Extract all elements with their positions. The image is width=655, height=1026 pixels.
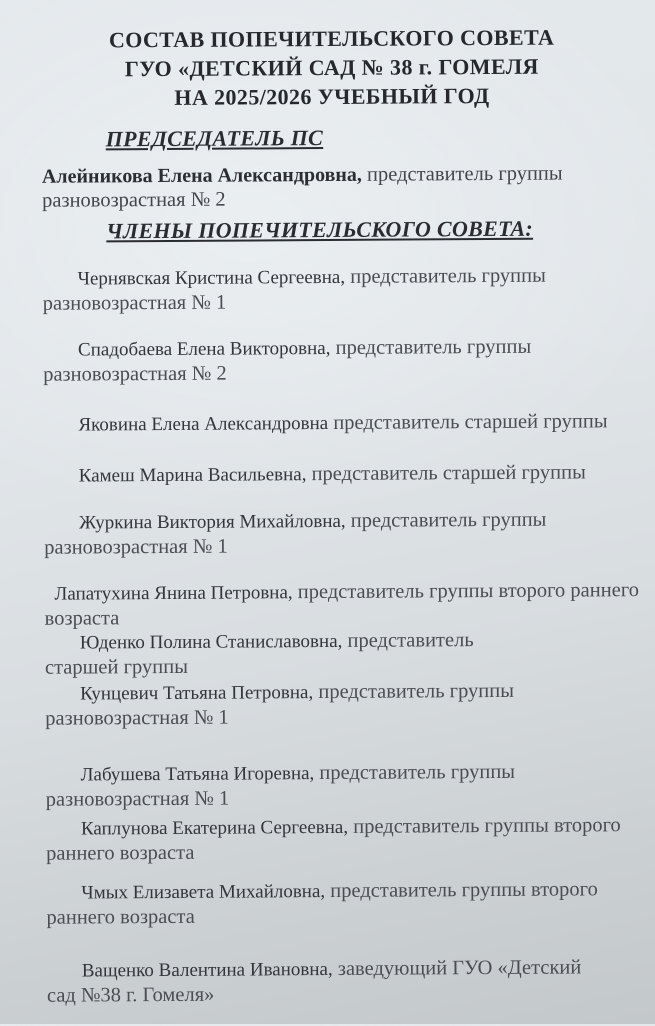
member-name: Камеш Марина Васильевна, [78,464,307,487]
member-entry [43,409,639,438]
title-line-2: ГУО «ДЕТСКИЙ САД № 38 г. ГОМЕЛЯ [124,53,539,82]
member-name: Яковина Елена Александровна [78,412,329,436]
member-role: представитель группы разновозрастная № 1 [44,508,547,559]
member-name: Чернявская Кристина Сергеевна, [77,266,346,290]
member-role: представитель группы второго раннего возраста [44,579,640,630]
member-entry [45,628,550,680]
member-entry [44,578,640,631]
chairman-role: представитель группы разновозрастная № 2 [42,162,563,212]
member-entry [44,507,640,560]
member-role: заведующий ГУО «Детский сад №38 г. Гомеля» [46,956,582,1007]
member-name: Чмых Елизавета Михайловна, [81,881,326,904]
member-role: представитель группы разновозрастная № 1 [45,679,515,730]
member-entry [46,877,642,930]
member-role: представитель группы разновозрастная № 1 [45,760,516,811]
chairman-heading: ПРЕДСЕДАТЕЛЬ ПС [105,125,324,152]
member-entry [43,334,639,387]
member-name: Ващенко Валентина Ивановна, [81,958,333,982]
member-role: представитель группы разновозрастная № 2 [43,335,532,386]
member-role: представитель группы второго раннего возраста [46,814,621,865]
title-line-1: СОСТАВ ПОПЕЧИТЕЛЬСКОГО СОВЕТА [108,24,555,53]
chairman-name: Алейникова Елена Александровна, [41,163,362,188]
member-role: представитель старшей группы [311,461,586,486]
member-role: представитель группы разновозрастная № 1 [42,264,546,315]
member-name: Спадобаева Елена Викторовна, [77,337,331,361]
chairman-entry [42,161,632,213]
member-entry [46,759,642,812]
members-heading: ЧЛЕНЫ ПОПЕЧИТЕЛЬСКОГО СОВЕТА: [106,215,534,244]
member-entry-head-of-institution [47,955,595,1007]
member-entry [46,813,642,866]
document-title [51,22,613,112]
member-entry [45,678,641,731]
member-role: представитель группы второго раннего возраста [46,878,598,929]
member-entry [44,460,640,489]
member-name: Юденко Полина Станиславовна, [79,630,343,654]
members-list [42,263,644,1008]
member-entry [42,263,638,316]
member-name: Кунцевич Татьяна Петровна, [80,682,314,705]
member-role: представитель старшей группы [44,629,474,679]
member-name: Журкина Виктория Михайловна, [78,510,346,534]
title-line-3: НА 2025/2026 УЧЕБНЫЙ ГОД [174,83,490,110]
member-role: представитель старшей группы [333,410,608,434]
member-name: Каплунова Екатерина Сергеевна, [80,816,349,840]
member-name: Лабушева Татьяна Игоревна, [80,763,315,786]
member-name: Лапатухина Янина Петровна, [54,582,293,605]
